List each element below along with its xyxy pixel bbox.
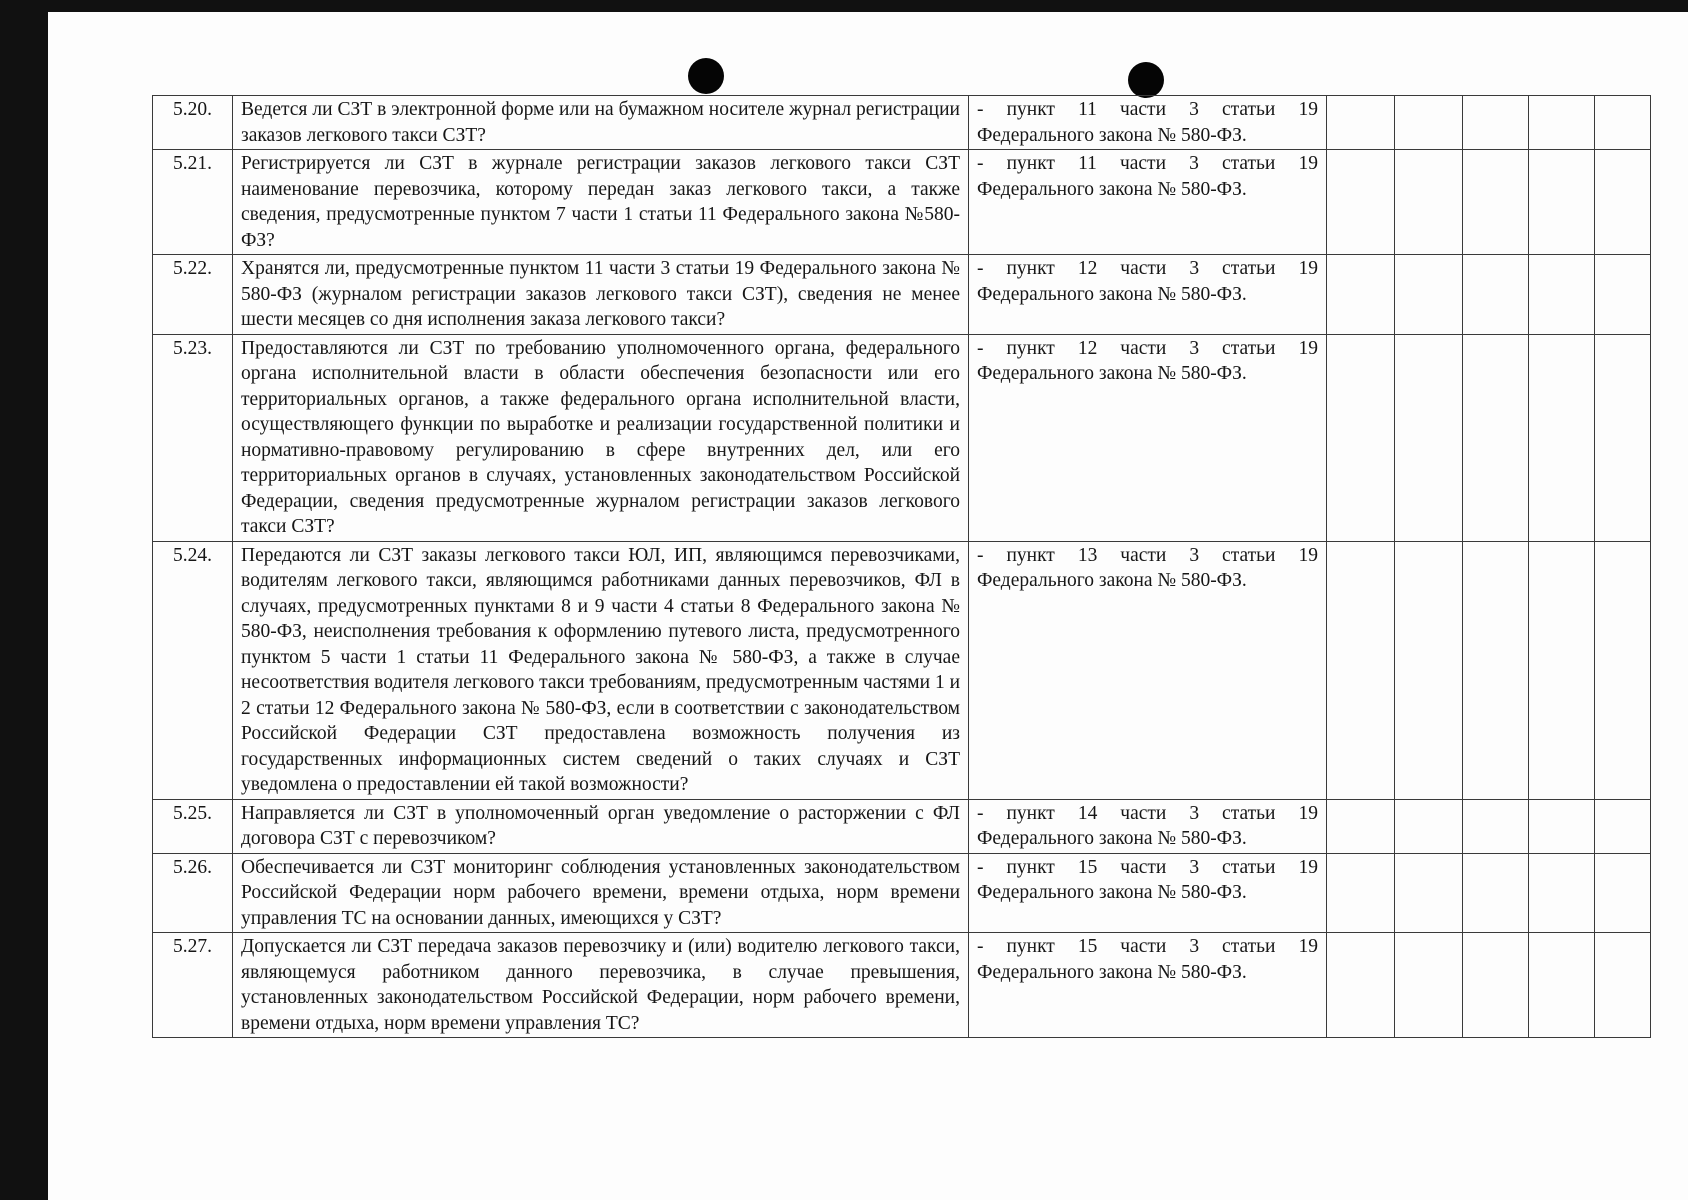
reference-stati-number: 19	[1298, 337, 1318, 359]
reference-punkt-number: 12	[1077, 337, 1098, 359]
answer-cell-5	[1595, 853, 1651, 933]
reference-punkt: пункт	[1006, 153, 1055, 174]
reference-chasti-number: 3	[1189, 544, 1200, 566]
punch-hole-left	[688, 58, 724, 94]
answer-cell-4	[1529, 96, 1595, 150]
reference-punkt: пункт	[1006, 936, 1055, 957]
question-text: Передаются ли СЗТ заказы легкового такси ЮЛ, ИП, являющимся перевозчиками, водителям легкового такси, являющимся работниками данных перевозчиков, ФЛ в случаях, предусмотренных пунктами 8 и 9 части 4 статьи 8 Федерального закона № 580-ФЗ, неисполнения требования к оформлению путевого листа, предусмотренного пунктом 5 части 1 статьи 11 Федерального закона № 580-ФЗ, а также в случае несоответствия водителя легкового такси требованиям, предусмотренным частями 1 и 2 статьи 12 Федерального закона № 580-ФЗ, если в соответствии с законодательством Российской Федерации СЗТ предоставлена возможность получения из государственных информационных систем сведений о таких случаях и СЗТ уведомлена о предоставлении ей такой возможности?	[233, 541, 969, 799]
answer-cell-2	[1395, 96, 1463, 150]
table-row	[153, 255, 1651, 335]
reference-dash: -	[977, 337, 984, 359]
reference-dash: -	[977, 802, 984, 824]
reference-stati-number: 19	[1298, 544, 1318, 566]
reference-stati-number: 19	[1298, 153, 1318, 174]
reference-stati: статьи	[1222, 802, 1276, 824]
answer-cell-3	[1463, 96, 1529, 150]
reference-chasti: части	[1120, 936, 1167, 957]
reference-line	[977, 543, 1318, 569]
reference-chasti-number: 3	[1189, 802, 1200, 824]
reference-stati: статьи	[1222, 544, 1276, 566]
item-number: 5.25.	[153, 799, 233, 853]
answer-cell-3	[1463, 799, 1529, 853]
reference-chasti: части	[1120, 258, 1167, 279]
punch-hole-right	[1128, 62, 1164, 98]
reference-punkt-number: 15	[1077, 936, 1098, 957]
item-number: 5.26.	[153, 853, 233, 933]
reference-dash: -	[977, 856, 984, 878]
table-row	[153, 96, 1651, 150]
reference-chasti-number: 3	[1189, 936, 1200, 957]
reference-punkt: пункт	[1006, 99, 1055, 120]
table-row	[153, 541, 1651, 799]
reference-stati-number: 19	[1298, 936, 1318, 957]
reference-law: Федерального закона № 580-ФЗ.	[977, 570, 1247, 591]
question-text: Обеспечивается ли СЗТ мониторинг соблюдения установленных законодательством Российской Федерации норм рабочего времени, времени отдыха, норм времени управления ТС на основании данных, имеющихся у СЗТ?	[233, 853, 969, 933]
table-row	[153, 150, 1651, 255]
scan-left-edge	[0, 0, 50, 1200]
reference-chasti: части	[1119, 153, 1167, 174]
answer-cell-2	[1395, 853, 1463, 933]
table-row	[153, 933, 1651, 1038]
reference-dash: -	[977, 544, 984, 566]
reference-punkt-number: 14	[1077, 802, 1098, 824]
reference-chasti: части	[1120, 802, 1167, 824]
table-row	[153, 853, 1651, 933]
question-text: Ведется ли СЗТ в электронной форме или на бумажном носителе журнал регистрации заказов легкового такси СЗТ?	[233, 96, 969, 150]
reference-line	[977, 336, 1318, 362]
answer-cell-5	[1595, 255, 1651, 335]
question-text: Направляется ли СЗТ в уполномоченный орган уведомление о расторжении с ФЛ договора СЗТ с перевозчиком?	[233, 799, 969, 853]
reference-law: Федерального закона № 580-ФЗ.	[977, 363, 1247, 384]
reference-stati: статьи	[1221, 153, 1276, 174]
reference-line	[977, 855, 1318, 881]
question-text: Хранятся ли, предусмотренные пунктом 11 части 3 статьи 19 Федерального закона № 580-ФЗ (журналом регистрации заказов легкового такси СЗТ), сведения не менее шести месяцев со дня исполнения заказа легкового такси?	[233, 255, 969, 335]
answer-cell-1	[1327, 853, 1395, 933]
reference-stati-number: 19	[1298, 802, 1318, 824]
answer-cell-4	[1529, 799, 1595, 853]
reference-stati: статьи	[1222, 936, 1276, 957]
reference-dash: -	[977, 258, 984, 279]
reference-punkt-number: 11	[1078, 99, 1097, 120]
reference-line	[977, 151, 1318, 177]
answer-cell-5	[1595, 96, 1651, 150]
answer-cell-4	[1529, 334, 1595, 541]
answer-cell-5	[1595, 541, 1651, 799]
legal-reference	[969, 933, 1327, 1038]
item-number: 5.24.	[153, 541, 233, 799]
answer-cell-5	[1595, 933, 1651, 1038]
reference-law: Федерального закона № 580-ФЗ.	[977, 828, 1247, 849]
checklist-rows	[153, 96, 1651, 1038]
reference-chasti-number: 3	[1189, 856, 1200, 878]
reference-stati-number: 19	[1298, 99, 1318, 120]
reference-chasti: части	[1120, 544, 1167, 566]
answer-cell-2	[1395, 334, 1463, 541]
answer-cell-1	[1327, 255, 1395, 335]
reference-punkt-number: 15	[1077, 856, 1098, 878]
answer-cell-2	[1395, 255, 1463, 335]
reference-stati: статьи	[1222, 258, 1276, 279]
answer-cell-4	[1529, 150, 1595, 255]
legal-reference	[969, 541, 1327, 799]
answer-cell-2	[1395, 933, 1463, 1038]
reference-stati-number: 19	[1298, 856, 1318, 878]
reference-line	[977, 934, 1318, 960]
legal-reference	[969, 96, 1327, 150]
table-row	[153, 334, 1651, 541]
answer-cell-2	[1395, 150, 1463, 255]
legal-reference	[969, 255, 1327, 335]
reference-dash: -	[977, 153, 984, 174]
answer-cell-3	[1463, 150, 1529, 255]
answer-cell-1	[1327, 541, 1395, 799]
reference-punkt-number: 11	[1078, 153, 1097, 174]
reference-chasti-number: 3	[1189, 153, 1199, 174]
answer-cell-5	[1595, 334, 1651, 541]
answer-cell-4	[1529, 933, 1595, 1038]
reference-chasti-number: 3	[1189, 258, 1200, 279]
reference-stati: статьи	[1222, 856, 1276, 878]
table-row	[153, 799, 1651, 853]
reference-punkt: пункт	[1006, 856, 1055, 878]
answer-cell-3	[1463, 334, 1529, 541]
item-number: 5.21.	[153, 150, 233, 255]
answer-cell-3	[1463, 853, 1529, 933]
answer-cell-2	[1395, 541, 1463, 799]
legal-reference	[969, 799, 1327, 853]
reference-punkt: пункт	[1006, 544, 1055, 566]
reference-stati-number: 19	[1298, 258, 1318, 279]
answer-cell-4	[1529, 541, 1595, 799]
reference-law: Федерального закона № 580-ФЗ.	[977, 124, 1247, 146]
item-number: 5.20.	[153, 96, 233, 150]
answer-cell-2	[1395, 799, 1463, 853]
answer-cell-4	[1529, 853, 1595, 933]
answer-cell-1	[1327, 799, 1395, 853]
reference-punkt: пункт	[1006, 802, 1055, 824]
legal-reference	[969, 150, 1327, 255]
reference-stati: статьи	[1222, 337, 1276, 359]
checklist-table	[152, 95, 1651, 1038]
reference-punkt-number: 13	[1077, 544, 1098, 566]
reference-dash: -	[977, 936, 984, 957]
reference-line	[977, 256, 1318, 282]
reference-chasti-number: 3	[1189, 337, 1200, 359]
answer-cell-1	[1327, 933, 1395, 1038]
item-number: 5.23.	[153, 334, 233, 541]
reference-law: Федерального закона № 580-ФЗ.	[977, 882, 1247, 903]
question-text: Допускается ли СЗТ передача заказов перевозчику и (или) водителю легкового такси, являющемуся работником данного перевозчика, в случае превышения, установленных законодательством Российской Федерации, норм рабочего времени, времени отдыха, норм времени управления ТС?	[233, 933, 969, 1038]
answer-cell-1	[1327, 150, 1395, 255]
legal-reference	[969, 853, 1327, 933]
reference-dash: -	[977, 99, 984, 120]
question-text: Регистрируется ли СЗТ в журнале регистрации заказов легкового такси СЗТ наименование перевозчика, которому передан заказ легкового такси, а также сведения, предусмотренные пунктом 7 части 1 статьи 11 Федерального закона №580-ФЗ?	[233, 150, 969, 255]
reference-law: Федерального закона № 580-ФЗ.	[977, 178, 1247, 200]
answer-cell-3	[1463, 255, 1529, 335]
answer-cell-5	[1595, 799, 1651, 853]
reference-punkt: пункт	[1006, 337, 1055, 359]
answer-cell-3	[1463, 933, 1529, 1038]
reference-chasti: части	[1119, 99, 1167, 120]
reference-chasti: части	[1120, 856, 1167, 878]
reference-line	[977, 97, 1318, 123]
reference-chasti-number: 3	[1189, 99, 1199, 120]
answer-cell-4	[1529, 255, 1595, 335]
legal-reference	[969, 334, 1327, 541]
question-text: Предоставляются ли СЗТ по требованию уполномоченного органа, федерального органа исполнительной власти в области обеспечения безопасности или его территориальных органов, а также федерального органа исполнительной власти, осуществляющего функции по выработке и реализации государственной политики и нормативно-правовому регулированию в сфере внутренних дел, или его территориальных органов в случаях, установленных законодательством Российской Федерации, сведения предусмотренные журналом регистрации заказов легкового такси СЗТ?	[233, 334, 969, 541]
answer-cell-1	[1327, 96, 1395, 150]
reference-punkt: пункт	[1006, 258, 1055, 279]
reference-law: Федерального закона № 580-ФЗ.	[977, 283, 1247, 305]
answer-cell-5	[1595, 150, 1651, 255]
reference-line	[977, 801, 1318, 827]
reference-chasti: части	[1120, 337, 1167, 359]
answer-cell-1	[1327, 334, 1395, 541]
item-number: 5.22.	[153, 255, 233, 335]
reference-stati: статьи	[1221, 99, 1276, 120]
item-number: 5.27.	[153, 933, 233, 1038]
answer-cell-3	[1463, 541, 1529, 799]
reference-law: Федерального закона № 580-ФЗ.	[977, 961, 1247, 983]
reference-punkt-number: 12	[1077, 258, 1098, 279]
